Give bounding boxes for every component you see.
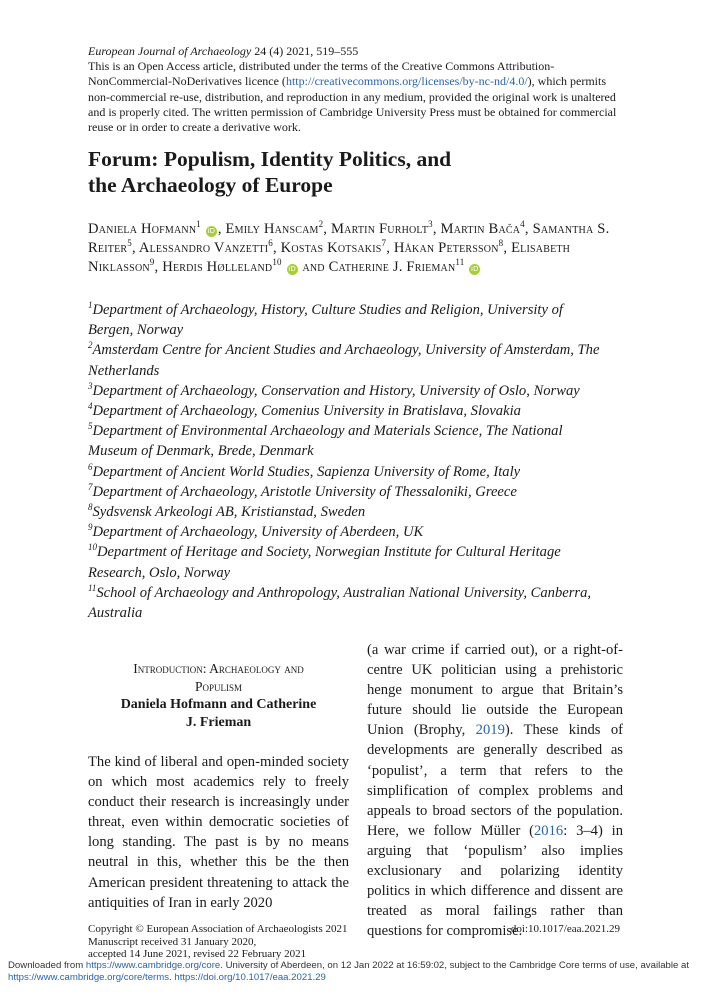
- affiliation-number: 3: [88, 380, 93, 391]
- journal-header: [88, 44, 628, 135]
- doi-link[interactable]: https://doi.org/10.1017/eaa.2021.29: [174, 971, 326, 983]
- accepted-line: accepted 14 June 2021, revised 22 February 2021: [88, 948, 307, 960]
- affiliation-number: 10: [88, 542, 97, 553]
- affiliation-text: Department of Ancient World Studies, Sapienza University of Rome, Italy: [92, 463, 521, 480]
- article-title: Forum: Populism, Identity Politics, and the Archaeology of Europe: [88, 147, 452, 197]
- author-affiliation-number: 6: [268, 238, 273, 249]
- affiliation-number: 6: [88, 461, 93, 472]
- author-name: Emily Hanscam: [225, 221, 319, 237]
- author-name: Catherine J. Frieman: [328, 259, 456, 275]
- doi-label: doi:10.1017/eaa.2021.29: [510, 923, 620, 935]
- affiliation-list: [88, 300, 608, 623]
- affiliation-item: [88, 421, 608, 461]
- author-affiliation-number: 3: [428, 219, 433, 230]
- author-name: Elisabeth Niklasson: [88, 240, 571, 275]
- license-link[interactable]: http://creativecommons.org/licenses/by-nc-nd/4.0/: [285, 74, 528, 89]
- copyright-line: Copyright © European Association of Archaeologists 2021: [88, 923, 348, 935]
- author-affiliation-number: 2: [318, 219, 324, 230]
- orcid-icon[interactable]: iD: [288, 265, 296, 273]
- affiliation-number: 1: [88, 300, 93, 311]
- body-paragraph-left: The kind of liberal and open-minded society on which most academics rely to freely conduct their research is increasingly under threat, even within democratic societies of long standing. The past is by no means neutral in this, whether this be the then American president threatening to attack the antiquities of Iran in early 2020: [88, 754, 349, 911]
- affiliation-text: Department of Archaeology, Comenius University in Bratislava, Slovakia: [92, 403, 521, 420]
- affiliation-number: 5: [88, 421, 93, 432]
- author-conjunction: and: [302, 259, 325, 275]
- author-affiliation-number: 7: [381, 238, 387, 249]
- affiliation-text: Department of Archaeology, University of Aberdeen, UK: [92, 524, 424, 541]
- author-name: Martin Furholt: [331, 221, 429, 237]
- author-affiliation-number: 10: [272, 257, 282, 268]
- received-line: Manuscript received 31 January 2020,: [88, 935, 257, 948]
- affiliation-number: 2: [88, 340, 93, 351]
- affiliation-text: Department of Heritage and Society, Norwegian Institute for Cultural Heritage Research, Oslo, Norway: [88, 544, 561, 581]
- affiliation-text: Sydsvensk Arkeologi AB, Kristianstad, Sweden: [92, 504, 366, 521]
- affiliation-item: [88, 401, 608, 421]
- affiliation-number: 11: [88, 582, 97, 593]
- affiliation-number: 4: [88, 401, 93, 412]
- journal-name: European Journal of Archaeology: [88, 44, 252, 58]
- journal-volume: 24 (4) 2021, 519–555: [254, 44, 359, 58]
- author-name: Kostas Kotsakis: [280, 240, 382, 256]
- affiliation-item: [88, 462, 608, 482]
- affiliation-number: 7: [88, 481, 93, 492]
- cambridge-core-link[interactable]: https://www.cambridge.org/core: [85, 960, 221, 971]
- affiliation-text: School of Archaeology and Anthropology, Australian National University, Canberra, Australia: [88, 584, 592, 622]
- journal-citation: [88, 44, 628, 59]
- terms-link[interactable]: https://www.cambridge.org/core/terms: [8, 971, 170, 983]
- reference-link-brophy[interactable]: 2019: [475, 722, 505, 739]
- author-name: Martin Bača: [440, 221, 521, 237]
- affiliation-item: [88, 522, 608, 542]
- section-heading: Introduction: Archaeology and Populism: [133, 661, 304, 694]
- affiliation-item: [88, 340, 608, 380]
- download-notice: Downloaded from https://www.cambridge.org/core. University of Aberdeen, on 12 Jan 2022 at 16:59:02, subject to the Cambridge Core terms of use, available at https://www.cambridge.org/core/terms. https://doi.org/10.1017/eaa.2021.29: [8, 960, 690, 983]
- author-affiliation-number: 5: [127, 238, 132, 249]
- orcid-icon[interactable]: iD: [207, 227, 216, 235]
- author-name: Daniela Hofmann: [88, 221, 197, 237]
- author-affiliation-number: 11: [455, 257, 465, 268]
- orcid-icon[interactable]: iD: [470, 265, 479, 273]
- copyright-block: [88, 923, 348, 961]
- affiliation-number: 8: [88, 502, 93, 513]
- body-paragraph-right: (a war crime if carried out), or a right-of-centre UK politician using a prehistoric henge monument to argue that Britain’s future should lie outside the European Union (Brophy, 2019). These kinds of developments are generally described as ‘populist’, a term that refers to the simplification of complex problems and appeals to broad sectors of the population. Here, we follow Müller (2016: 3–4) in arguing that ‘populism’ also implies exclusionary and polarizing identity politics in which difference and dissent are treated as moral failings rather than questions for compromise.: [367, 642, 623, 940]
- author-affiliation-number: 4: [520, 219, 525, 230]
- right-column: [367, 640, 623, 941]
- author-affiliation-number: 9: [149, 257, 155, 268]
- affiliation-text: Amsterdam Centre for Ancient Studies and Archaeology, University of Amsterdam, The Netherlands: [88, 342, 600, 379]
- affiliation-item: [88, 300, 608, 340]
- author-list: Daniela Hofmann$^1$ iD , Emily Hanscam$^2$, Martin Furholt$^3$, Martin Bača$^4$, Samantha S. Reiter$^5$, Alessandro Vanzetti$^6$, Kostas Kotsakis$^7$, Håkan Petersson$^8$, Elisabeth Niklasson$^9$, Herdis Hølleland$^{10}$ iD and Catherine J. Frieman$^{11}$ iD: [88, 219, 610, 275]
- affiliation-text: Department of Environmental Archaeology and Materials Science, The National Museum of Denmark, Brede, Denmark: [88, 423, 563, 460]
- affiliation-item: [88, 482, 608, 502]
- affiliation-text: Department of Archaeology, History, Culture Studies and Religion, University of Bergen, Norway: [88, 302, 563, 339]
- license-notice: This is an Open Access article, distributed under the terms of the Creative Commons Attribution-NonCommercial-NoDerivatives licence (http://creativecommons.org/licenses/by-nc-nd/4.0/), which permits non-commercial re-use, distribution, and reproduction in any medium, provided the original work is unaltered and is properly cited. The written permission of Cambridge University Press must be obtained for commercial reuse or in order to create a derivative work.: [88, 59, 617, 135]
- author-name: Herdis Hølleland: [162, 259, 273, 275]
- author-affiliation-number: 1: [196, 219, 201, 230]
- author-name: Alessandro Vanzetti: [138, 240, 269, 256]
- affiliation-number: 9: [88, 522, 93, 533]
- author-name: Samantha S. Reiter: [88, 221, 610, 256]
- affiliation-item: [88, 502, 608, 522]
- affiliation-item: [88, 583, 608, 623]
- affiliation-text: Department of Archaeology, Aristotle University of Thessaloniki, Greece: [92, 483, 517, 500]
- affiliation-item: [88, 542, 608, 582]
- author-name: Håkan Petersson: [393, 240, 499, 256]
- author-affiliation-number: 8: [498, 238, 504, 249]
- section-authors: Daniela Hofmann and Catherine J. Frieman: [120, 697, 317, 730]
- affiliation-item: [88, 381, 608, 401]
- affiliation-text: Department of Archaeology, Conservation and History, University of Oslo, Norway: [92, 382, 580, 399]
- left-column: [88, 660, 349, 913]
- reference-link-muller[interactable]: 2016: [534, 822, 564, 839]
